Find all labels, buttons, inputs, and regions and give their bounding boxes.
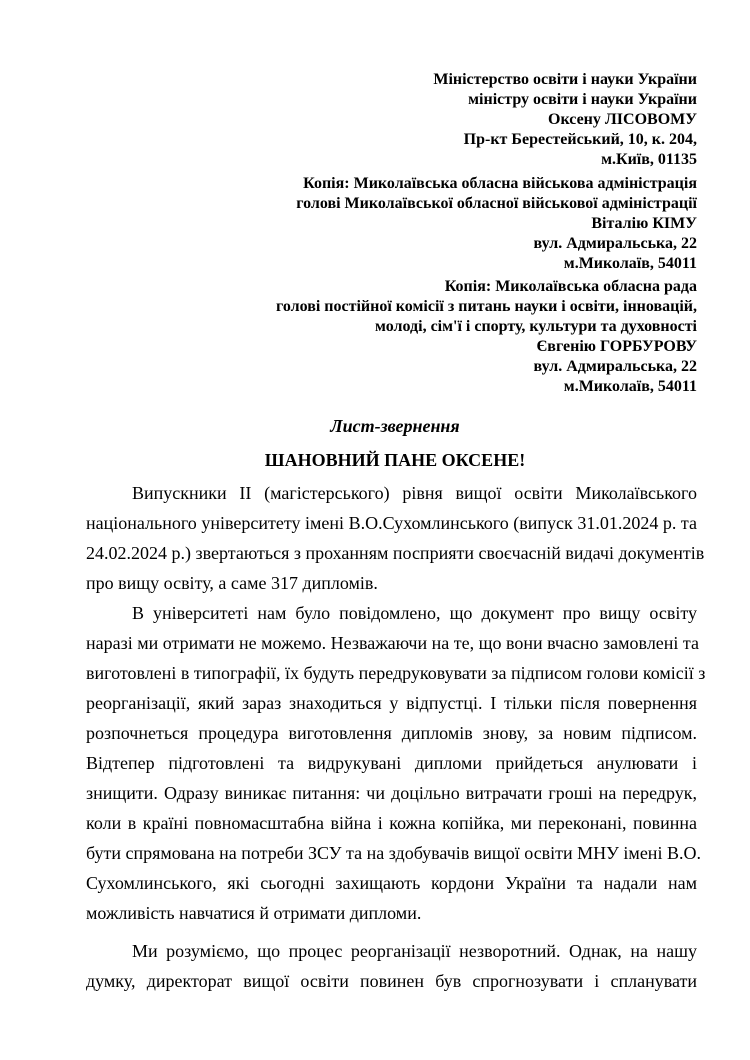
text-line: Сухомлинського, які сьогодні захищають кордони України та надали нам — [86, 873, 697, 893]
text-line: виготовлені в типографії, їх будуть передруковувати за підписом голови комісії з — [86, 663, 706, 683]
text-line: думку, директорат вищої освіти повинен був спрогнозувати і спланувати — [86, 971, 697, 991]
address-line: міністру освіти і науки України — [468, 91, 697, 108]
paragraph-3 — [86, 936, 697, 996]
text-line: про вищу освіту, а саме 317 дипломів. — [86, 573, 378, 593]
text-line: 24.02.2024 р.) звертаються з проханням посприяти своєчасній видачі документів — [86, 543, 705, 563]
address-line: м.Миколаїв, 54011 — [563, 378, 697, 395]
text-line: знищити. Одразу виникає питання: чи доцільно витрачати гроші на передрук, — [86, 783, 697, 803]
address-line: вул. Адмиральська, 22 — [533, 235, 697, 252]
address-line: голові постійної комісії з питань науки і освіти, інновацій, — [275, 298, 697, 315]
text-line: бути спрямована на потреби ЗСУ та на здобувачів вищої освіти МНУ імені В.О. — [86, 843, 701, 863]
letter-title: Лист-звернення — [330, 416, 460, 436]
text-line: можливість навчатися й отримати дипломи. — [86, 903, 422, 923]
text-line: Ми розуміємо, що процес реорганізації незворотний. Однак, на нашу — [132, 941, 697, 961]
addressee-copy-military-administration — [296, 174, 697, 274]
text-line: реорганізації, який зараз знаходиться у відпустці. І тільки після повернення — [86, 693, 697, 713]
text-line: наразі ми отримати не можемо. Незважаючи на те, що вони вчасно замовлені та — [86, 633, 699, 653]
address-line: Копія: Миколаївська обласна рада — [444, 278, 697, 295]
text-line: Випускники II (магістерського) рівня вищої освіти Миколаївського — [132, 483, 697, 503]
address-line: Копія: Миколаївська обласна військова адміністрація — [303, 175, 697, 192]
address-line: голові Миколаївської обласної військової адміністрації — [296, 195, 697, 212]
address-line: м.Київ, 01135 — [601, 151, 697, 168]
text-line: коли в країні повномасштабна війна і кожна копійка, ми переконані, повинна — [86, 813, 697, 833]
text-line: В університеті нам було повідомлено, що документ про вищу освіту — [132, 603, 697, 623]
address-line: Міністерство освіти і науки України — [433, 71, 697, 88]
salutation: ШАНОВНИЙ ПАНЕ ОКСЕНЕ! — [264, 450, 526, 470]
address-line: м.Миколаїв, 54011 — [563, 255, 697, 272]
address-line: Євгенію ГОРБУРОВУ — [536, 338, 697, 355]
address-line: молоді, сім'ї і спорту, культури та духовності — [375, 318, 697, 335]
address-line: вул. Адмиральська, 22 — [533, 358, 697, 375]
address-line: Оксену ЛІСОВОМУ — [548, 111, 697, 128]
text-line: розпочнеться процедура виготовлення дипломів знову, за новим підписом. — [86, 723, 697, 743]
paragraph-2 — [86, 598, 706, 928]
text-line: Відтепер підготовлені та видрукувані дипломи прийдеться анулювати і — [86, 753, 697, 773]
addressee-ministry — [433, 70, 697, 170]
paragraph-1 — [86, 478, 705, 598]
address-line: Пр-кт Берестейський, 10, к. 204, — [463, 131, 697, 148]
address-line: Віталію КІМУ — [591, 215, 697, 232]
text-line: національного університету імені В.О.Сухомлинського (випуск 31.01.2024 р. та — [86, 513, 697, 533]
addressee-copy-regional-council — [276, 277, 697, 397]
